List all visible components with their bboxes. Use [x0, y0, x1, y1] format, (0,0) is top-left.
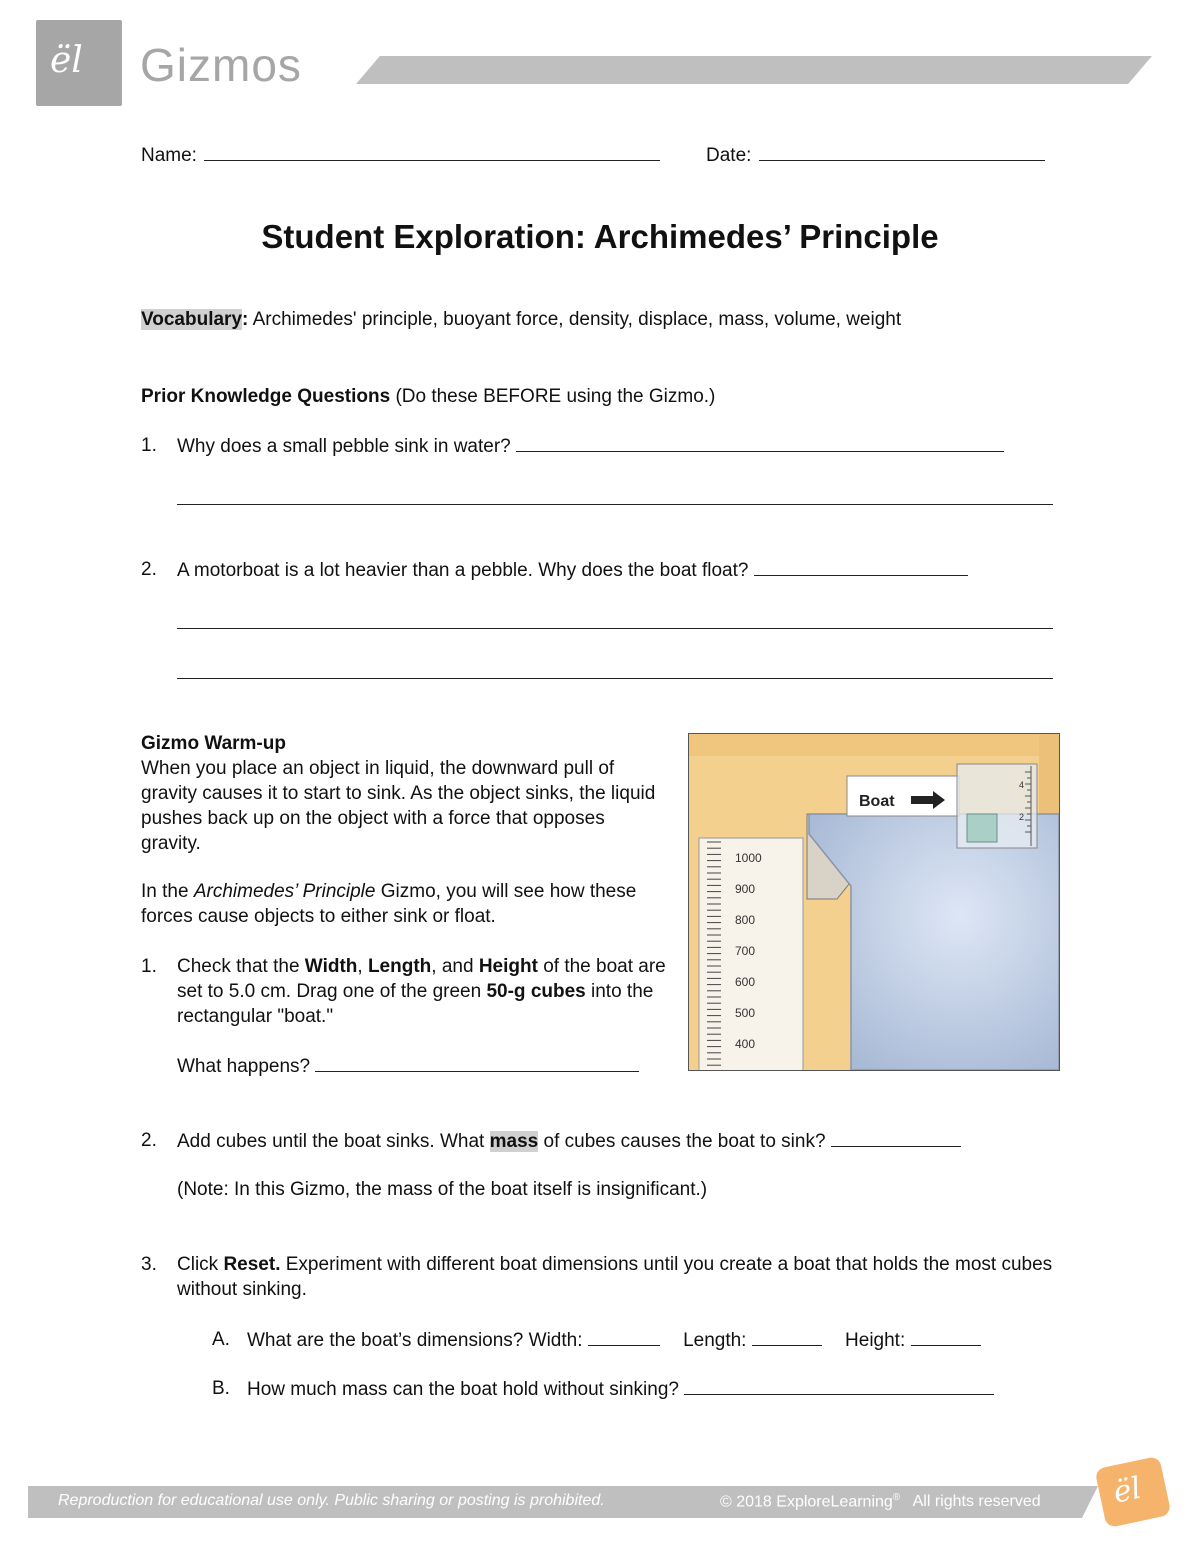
footer-copyright — [720, 1492, 1041, 1511]
warmup-q3-b: Experiment with different boat dimensions until you create a boat that holds the most cubes without sinking. — [177, 1254, 1053, 1300]
logo-glyph: ël — [50, 40, 83, 81]
date-row — [706, 142, 1045, 168]
warmup-q1-c: into the rectangular "boat." — [177, 981, 654, 1027]
warmup-q2-b: of cubes causes the boat to sink? — [538, 1131, 826, 1152]
prior-heading: Prior Knowledge Questions — [141, 386, 391, 407]
gizmos-logo-box — [36, 20, 122, 106]
warmup-paragraph-2 — [141, 879, 666, 929]
warmup-qA — [247, 1327, 981, 1353]
prior-q1 — [177, 433, 1004, 459]
warmup-q1-prompt: What happens? — [177, 1056, 311, 1077]
warmup-qB — [247, 1376, 994, 1402]
warmup-heading: Gizmo Warm-up — [141, 733, 286, 754]
footer-registered-mark: ® — [892, 1492, 901, 1503]
warmup-q1-num: 1. — [141, 956, 157, 977]
length-answer-line[interactable] — [752, 1327, 822, 1346]
warmup-q1-height: Height — [478, 956, 538, 977]
warmup-q2-a: Add cubes until the boat sinks. What — [177, 1131, 490, 1152]
warmup-q1-width: Width — [304, 956, 358, 977]
name-label: Name: — [141, 145, 197, 166]
background-top-band — [689, 734, 1059, 756]
gizmo-screenshot — [688, 733, 1060, 1071]
scale-label-1000: 1000 — [735, 851, 762, 865]
warmup-q3-reset: Reset. — [223, 1254, 281, 1275]
scale-label-500: 500 — [735, 1006, 756, 1020]
date-label: Date: — [706, 145, 752, 166]
scale-label-900: 900 — [735, 882, 756, 896]
warmup-p2-b: Gizmo, you will see how these forces cause objects to either sink or float. — [141, 881, 637, 927]
explorelearning-logo — [1094, 1456, 1171, 1528]
vocabulary-terms: Archimedes' principle, buoyant force, density, displace, mass, volume, weight — [252, 309, 902, 330]
boat-ruler-label-2: 2 — [1019, 812, 1025, 822]
vocabulary-row — [141, 307, 901, 332]
warmup-q3 — [177, 1252, 1057, 1302]
warmup-q1 — [177, 954, 667, 1029]
warmup-q2-mass: mass — [489, 1131, 539, 1152]
warmup-q3-a: Click — [177, 1254, 224, 1275]
warmup-q1-length: Length — [367, 956, 432, 977]
warmup-q3-num: 3. — [141, 1254, 157, 1275]
green-cube[interactable] — [967, 814, 997, 842]
height-answer-line[interactable] — [911, 1327, 981, 1346]
warmup-q2-num: 2. — [141, 1130, 157, 1151]
footer-copyright-text: © 2018 ExploreLearning — [720, 1493, 893, 1511]
prior-q1-text: Why does a small pebble sink in water? — [177, 436, 511, 457]
warmup-qB-num: B. — [212, 1378, 230, 1399]
warmup-qA-height: Height: — [845, 1330, 906, 1351]
warmup-p2-gizmo-name: Archimedes’ Principle — [193, 881, 376, 902]
boat-label: Boat — [859, 793, 895, 810]
prior-q2 — [177, 557, 968, 583]
scale-label-400: 400 — [735, 1037, 756, 1051]
warmup-q2 — [177, 1128, 961, 1154]
prior-q1-answer-line[interactable] — [516, 433, 1004, 452]
scale-label-700: 700 — [735, 944, 756, 958]
warmup-p2-a: In the — [141, 881, 194, 902]
warmup-intro: When you place an object in liquid, the downward pull of gravity causes it to start to sink. As the object sinks, the liquid pushes back up on the object with a force that opposes gravity. — [141, 758, 656, 854]
warmup-q2-answer-line[interactable] — [831, 1128, 961, 1147]
warmup-qA-length: Length: — [683, 1330, 747, 1351]
prior-q2-answer-line-3[interactable] — [177, 678, 1053, 679]
page-title: Student Exploration: Archimedes’ Principle — [261, 218, 939, 255]
prior-q2-answer-line[interactable] — [754, 557, 968, 576]
vocabulary-label: Vocabulary — [141, 309, 243, 330]
warmup-q1-answer-line[interactable] — [315, 1053, 639, 1072]
date-field[interactable] — [759, 142, 1045, 161]
warmup-qA-num: A. — [212, 1329, 230, 1350]
scale-label-800: 800 — [735, 913, 756, 927]
warmup-qA-text: What are the boat’s dimensions? Width: — [247, 1330, 583, 1351]
warmup-q1-a: Check that the — [177, 956, 305, 977]
prior-heading-row — [141, 384, 715, 409]
name-row — [141, 142, 660, 168]
vocabulary-colon: : — [242, 309, 249, 330]
prior-note: (Do these BEFORE using the Gizmo.) — [395, 386, 716, 407]
name-field[interactable] — [204, 142, 660, 161]
prior-q2-answer-line-2[interactable] — [177, 628, 1053, 629]
warmup-q1-cubes: 50-g cubes — [486, 981, 586, 1002]
scale-label-600: 600 — [735, 975, 756, 989]
prior-q1-num: 1. — [141, 435, 157, 456]
footer-rights: All rights reserved — [912, 1493, 1041, 1511]
warmup-q1-b: of the boat are set to 5.0 cm. Drag one of the green — [177, 956, 666, 1002]
warmup-q1-and: , and — [431, 956, 479, 977]
prior-q1-answer-line-2[interactable] — [177, 504, 1053, 505]
prior-q2-text: A motorboat is a lot heavier than a pebble. Why does the boat float? — [177, 560, 749, 581]
boat-ruler-label-4: 4 — [1019, 780, 1025, 790]
width-answer-line[interactable] — [588, 1327, 660, 1346]
warmup-qB-text: How much mass can the boat hold without sinking? — [247, 1379, 679, 1400]
brand-name: Gizmos — [140, 39, 302, 91]
warmup-qB-answer-line[interactable] — [684, 1376, 994, 1395]
warmup-q2-note: (Note: In this Gizmo, the mass of the boat itself is insignificant.) — [177, 1179, 708, 1200]
warmup-q1-prompt-row — [177, 1053, 639, 1079]
header-bar — [356, 56, 1152, 84]
prior-q2-num: 2. — [141, 559, 157, 580]
footer-logo-glyph: ël — [1110, 1470, 1145, 1511]
footer-notice: Reproduction for educational use only. Public sharing or posting is prohibited. — [58, 1492, 605, 1509]
gizmo-illustration — [689, 734, 1059, 1070]
warmup-q1-comma: , — [357, 956, 368, 977]
